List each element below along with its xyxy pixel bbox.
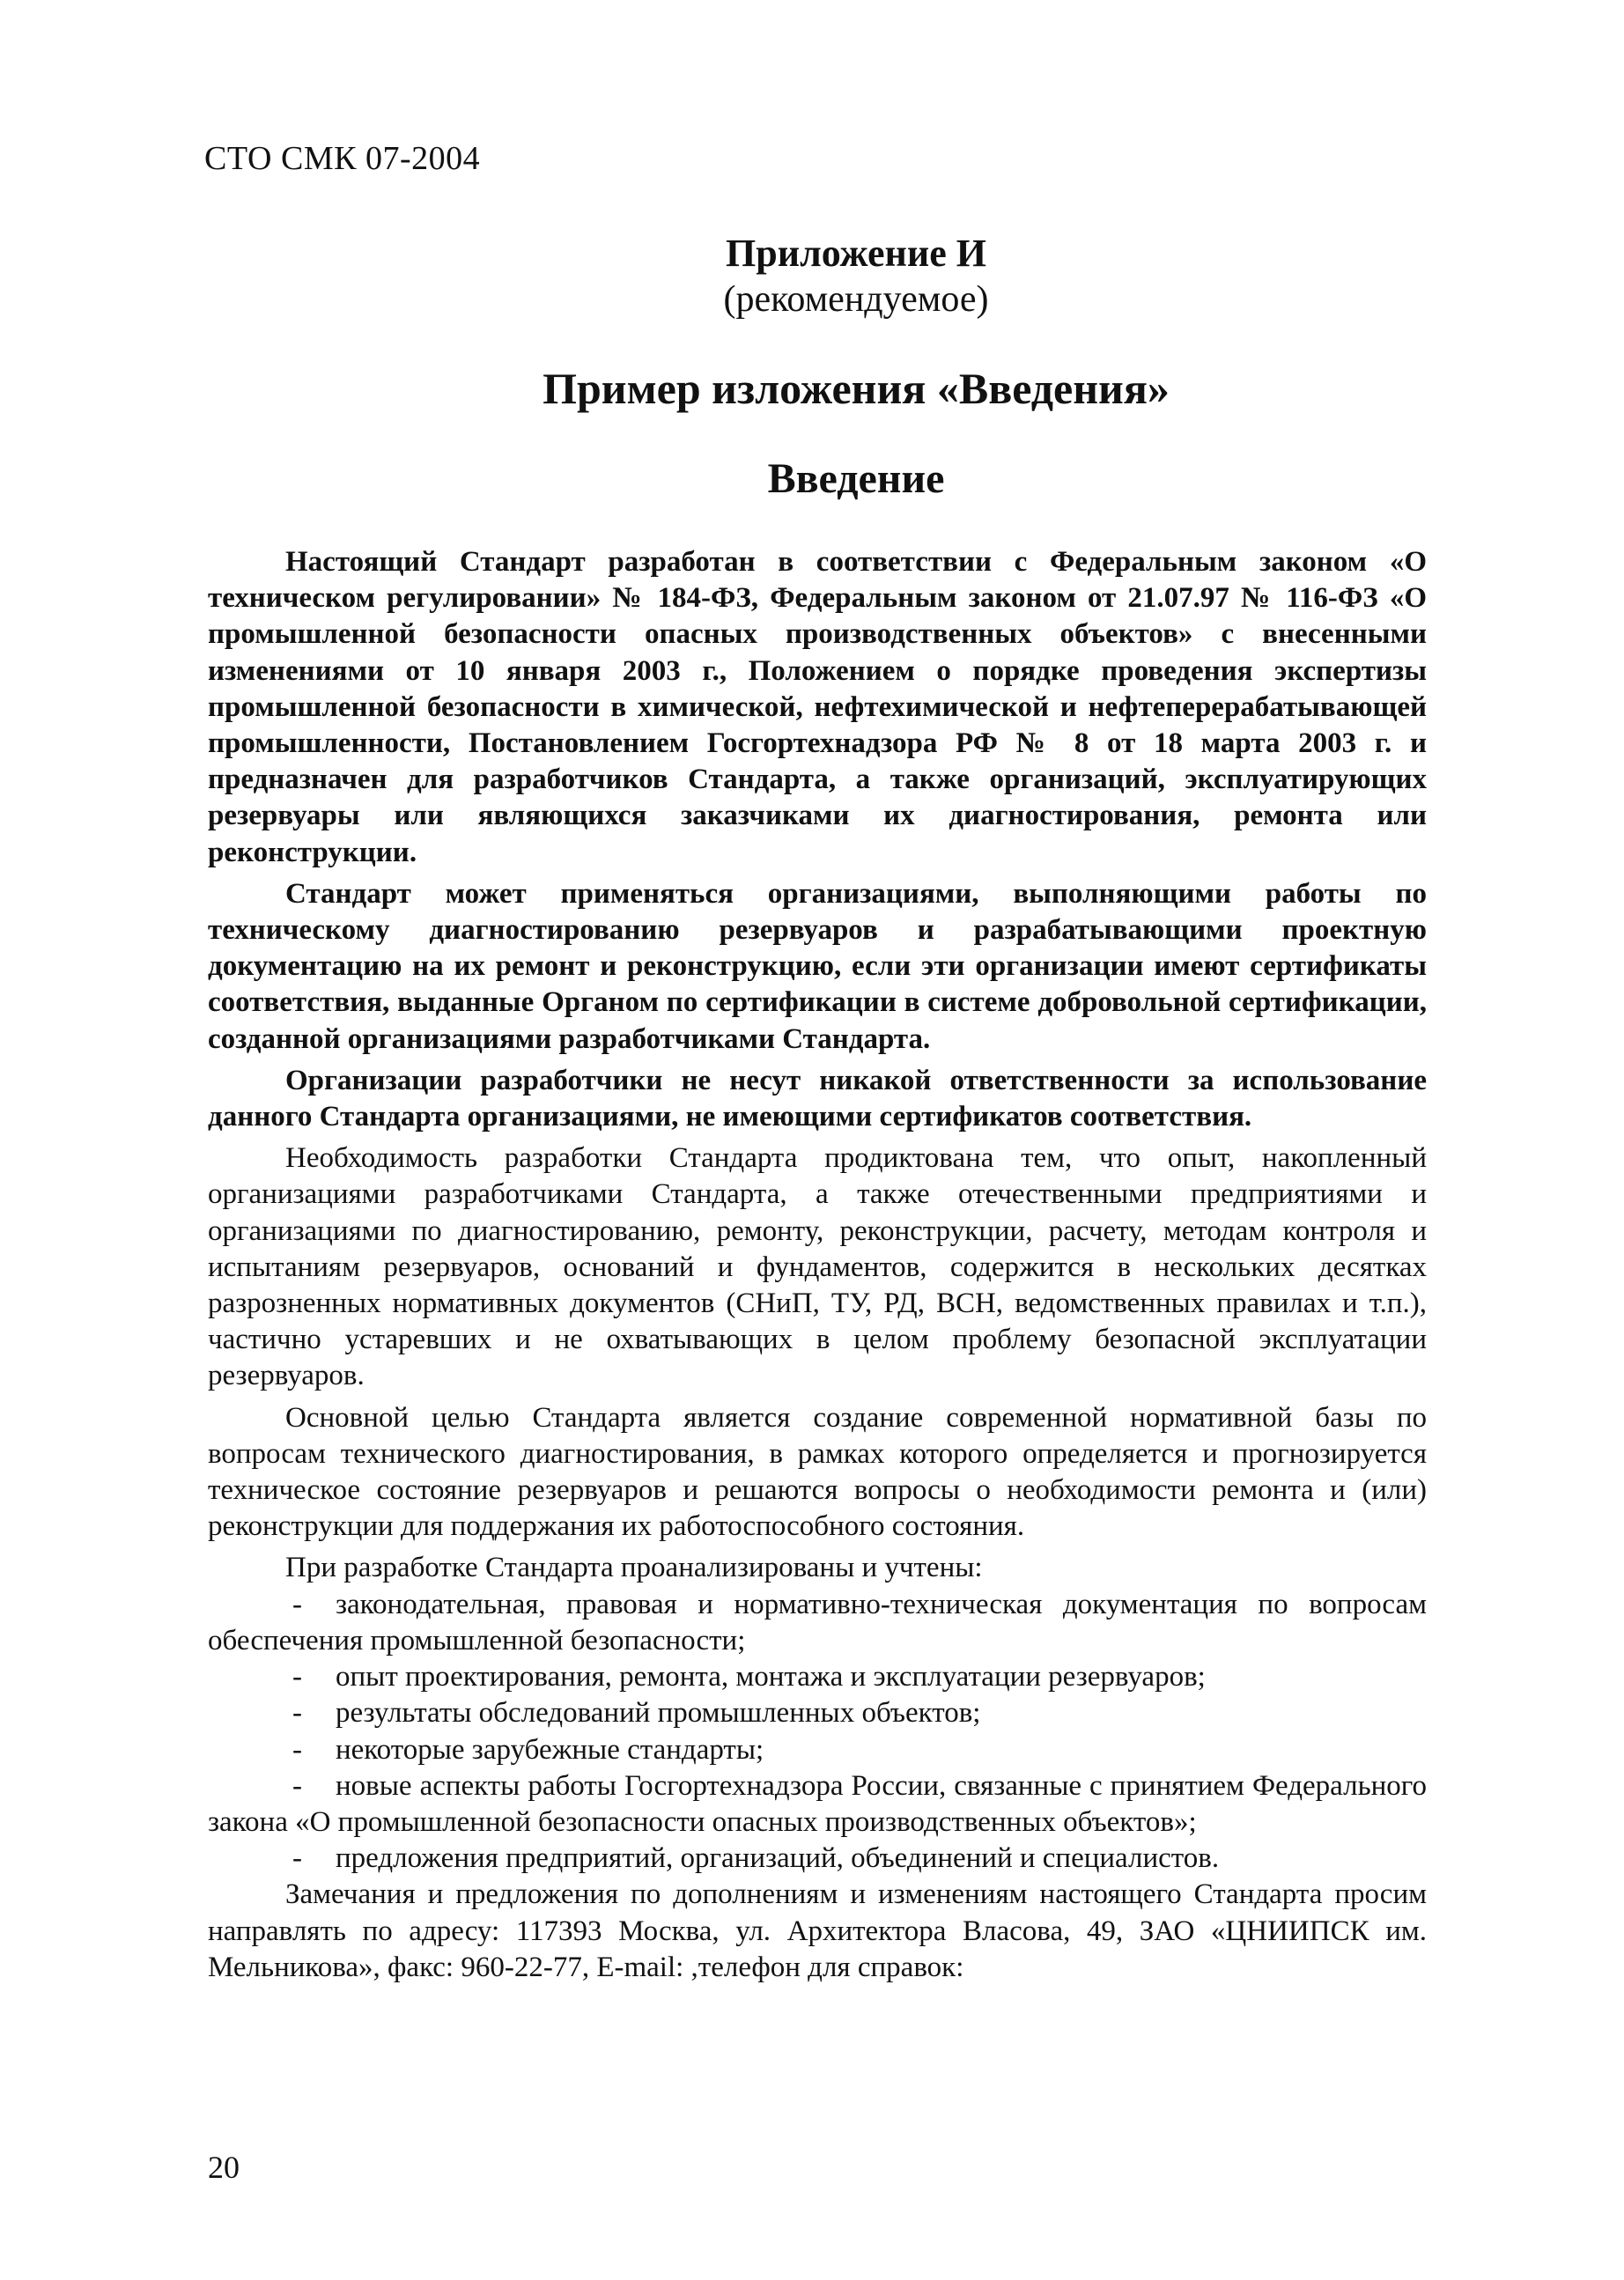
section-title: Введение xyxy=(767,455,945,502)
list-dash: - xyxy=(292,1661,302,1693)
main-title: Пример изложения «Введения» xyxy=(543,364,1170,413)
list-item xyxy=(208,1841,1427,1877)
paragraph-list-intro: При разработке Стандарта проанализированы и учтены: xyxy=(285,1552,983,1584)
page-number: 20 xyxy=(208,2150,240,2185)
list-item-text: опыт проектирования, ремонта, монтажа и эксплуатации резервуаров; xyxy=(336,1661,1206,1693)
list-item xyxy=(208,1695,1427,1731)
list-item xyxy=(208,1659,1427,1695)
list-dash: - xyxy=(292,1842,302,1875)
appendix-title: Приложение И xyxy=(726,232,986,275)
considered-sources-list xyxy=(208,1587,1427,1878)
paragraph-necessity: Необходимость разработки Стандарта продиктована тем, что опыт, накопленный организациями разработчиками Стандарта, а также отечественными предприятиями и организациями по диагностированию, ремонту, реконструкции, расчету, методам контроля и испытаниям резервуаров, оснований и фундаментов, содержится в нескольких десятках разрозненных нормативных документов (СНиП, ТУ, РД, ВСН, ведомственных правилах и т.п.), частично устаревших и не охватывающих в целом проблему безопасной эксплуатации резервуаров. xyxy=(208,1142,1427,1392)
list-item xyxy=(208,1587,1427,1659)
list-item-text: предложения предприятий, организаций, объединений и специалистов. xyxy=(336,1842,1220,1875)
paragraph-purpose: Настоящий Стандарт разработан в соответствии с Федеральным законом «О техническом регулировании» № 184-ФЗ, Федеральным законом от 21.07.97 № 116-ФЗ «О промышленной безопасности опасных производственных объектов» с внесенными изменениями от 10 января 2003 г., Положением о порядке проведения экспертизы промышленной безопасности в химической, нефтехимической и нефтеперерабатывающей промышленности, Постановлением Госгортехнадзора РФ № 8 от 18 марта 2003 г. и предназначен для разработчиков Стандарта, а также организаций, эксплуатирующих резервуары или являющихся заказчиками их диагностирования, ремонта или реконструкции. xyxy=(208,546,1427,868)
list-item-text: законодательная, правовая и нормативно-техническая документация по вопросам обеспечения промышленной безопасности; xyxy=(208,1588,1427,1657)
list-item xyxy=(208,1768,1427,1841)
document-code: СТО СМК 07-2004 xyxy=(204,140,481,177)
list-dash: - xyxy=(292,1697,302,1730)
appendix-subtitle: (рекомендуемое) xyxy=(723,279,989,320)
paragraph-applicability: Стандарт может применяться организациями, выполняющими работы по техническому диагностированию резервуаров и разрабатывающими проектную документацию на их ремонт и реконструкцию, если эти организации имеют сертификаты соответствия, выданные Органом по сертификации в системе добровольной сертификации, созданной организациями разработчиками Стандарта. xyxy=(208,877,1427,1055)
list-item-text: результаты обследований промышленных объектов; xyxy=(336,1697,981,1730)
paragraph-responsibility: Организации разработчики не несут никакой ответственности за использование данного Стандарта организациями, не имеющими сертификатов соответствия. xyxy=(208,1064,1427,1133)
paragraph-contacts: Замечания и предложения по дополнениям и изменениям настоящего Стандарта просим направлять по адресу: 117393 Москва, ул. Архитектора Власова, 49, ЗАО «ЦНИИПСК им. Мельникова», факс: 960-22-77, E-mail: ,телефон для справок: xyxy=(208,1878,1427,1983)
list-item-text: новые аспекты работы Госгортехнадзора России, связанные с принятием Федерального закона «О промышленной безопасности опасных производственных объектов»; xyxy=(208,1769,1427,1838)
list-item-text: некоторые зарубежные стандарты; xyxy=(336,1733,764,1766)
list-item xyxy=(208,1732,1427,1768)
paragraph-goal: Основной целью Стандарта является создание современной нормативной базы по вопросам технического диагностирования, в рамках которого определяется и прогнозируется техническое состояние резервуаров и решаются вопросы о необходимости ремонта и (или) реконструкции для поддержания их работоспособного состояния. xyxy=(208,1401,1427,1543)
list-dash: - xyxy=(292,1733,302,1766)
document-body xyxy=(208,544,1427,1986)
list-dash: - xyxy=(292,1588,302,1620)
list-dash: - xyxy=(292,1769,302,1802)
